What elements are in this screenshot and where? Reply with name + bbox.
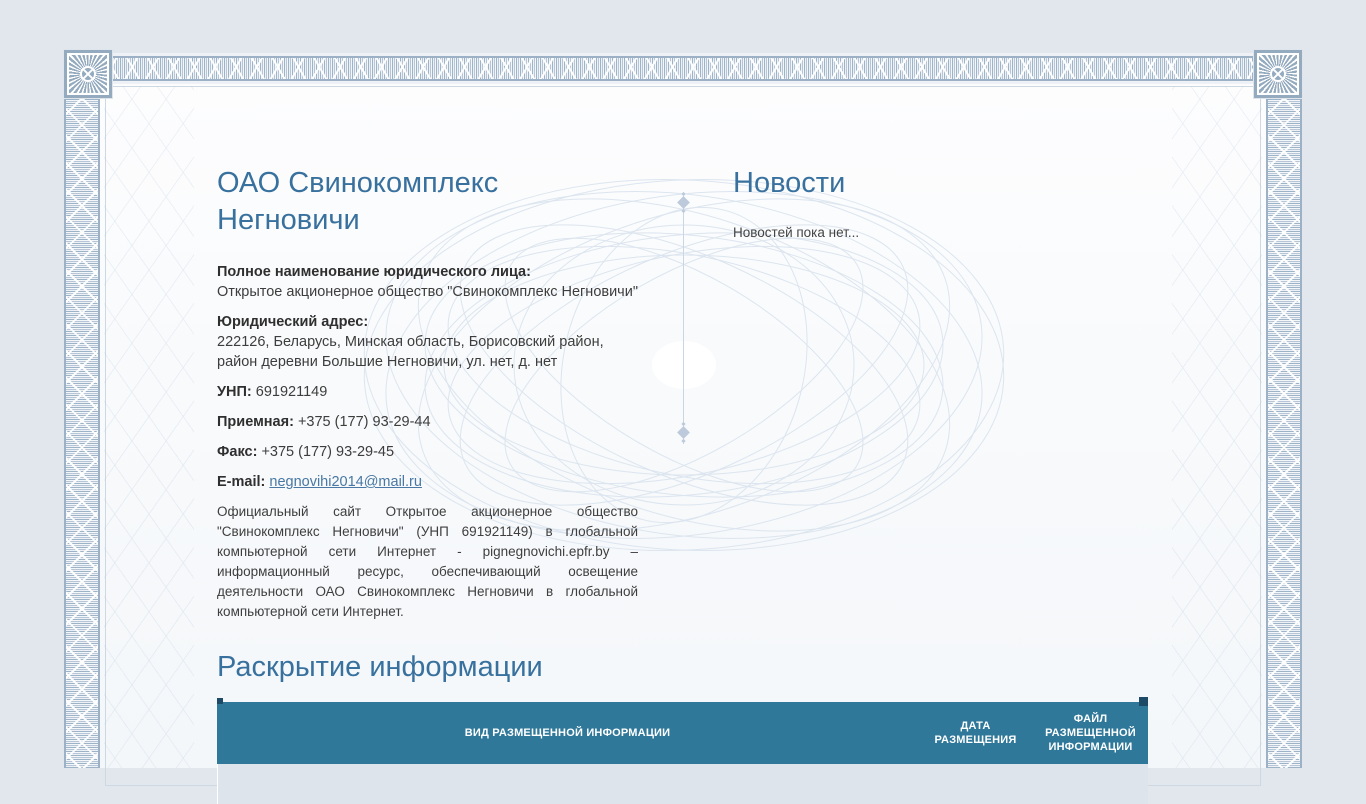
company-info-section <box>217 165 638 622</box>
column-header-info-type: ВИД РАЗМЕЩЕННОЙ ИНФОРМАЦИИ <box>464 727 671 739</box>
field-label: Полное наименование юридического лица: <box>217 264 531 280</box>
rosette-icon <box>1254 50 1302 98</box>
frame-top-border <box>108 56 1258 81</box>
field-reception-phone <box>217 412 638 432</box>
frame-left-border <box>64 98 100 768</box>
disclosure-table <box>217 702 1148 804</box>
field-label: Факс: <box>217 444 258 460</box>
news-title: Новости <box>733 167 846 199</box>
site-description: Официальный сайт Открытое акционерное общество "Свинокомплекс Негновичи" (УНП 691921149) в глобальной компьютерной сети Интернет - pignegnovichi.epfr.by – информационный ресурс, обеспечивающий освещение деятельности ОАО Свинокомплекс Негновичи в глобальной компьютерной сети Интернет. <box>217 504 638 619</box>
field-value: 222126, Беларусь, Минская область, Борисовский район, район деревни Большие Негновичи, ул. нет, д. нет <box>217 334 604 370</box>
page-title: ОАО Свинокомплекс Негновичи <box>217 167 499 236</box>
disclosure-title: Раскрытие информации <box>217 651 543 683</box>
frame-right-border <box>1266 98 1302 768</box>
rosette-icon <box>64 50 112 98</box>
field-email <box>217 472 638 492</box>
field-label: Юридический адрес: <box>217 314 369 330</box>
column-divider <box>683 196 684 444</box>
field-label: Приемная: <box>217 414 294 430</box>
news-section <box>733 165 1143 240</box>
field-value: +375 (177) 93-29-45 <box>261 444 395 460</box>
disclosure-table-header-row <box>217 702 1148 764</box>
email-link[interactable]: negnovihi2014@mail.ru <box>269 474 422 490</box>
field-label: E-mail: <box>217 474 266 490</box>
table-corner-notch <box>217 698 223 704</box>
field-value: Открытое акционерное общество "Свинокомплекс Негновичи" <box>217 284 638 300</box>
field-value: +375 (177) 93-29-44 <box>297 414 431 430</box>
field-label: УНП: <box>217 384 252 400</box>
field-legal-address <box>217 312 638 372</box>
field-full-name <box>217 262 638 302</box>
column-header-file: ФАЙЛ РАЗМЕЩЕННОЙ ИНФОРМАЦИИ <box>1045 713 1136 753</box>
news-empty-message: Новостей пока нет... <box>733 225 860 240</box>
field-fax <box>217 442 638 462</box>
field-value: 691921149 <box>255 384 328 400</box>
field-unp <box>217 382 638 402</box>
column-header-date: ДАТА РАЗМЕЩЕНИЯ <box>934 720 1017 746</box>
table-row <box>217 764 1148 804</box>
table-corner-notch <box>1139 697 1148 706</box>
